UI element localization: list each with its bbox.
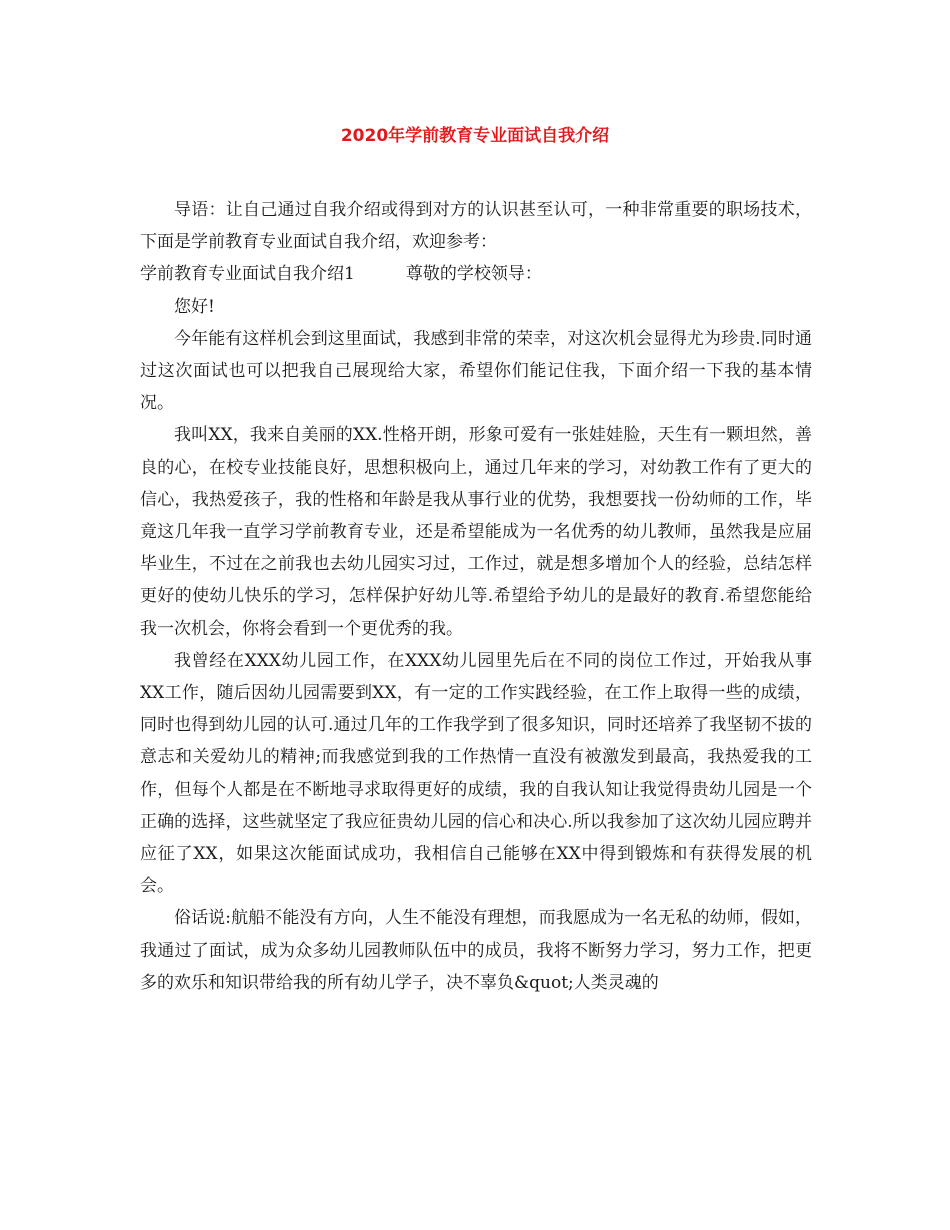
document-body xyxy=(140,194,812,999)
document-title: 2020年学前教育专业面试自我介绍 xyxy=(340,126,610,146)
paragraph-intro: 导语：让自己通过自我介绍或得到对方的认识甚至认可，一种非常重要的职场技术，下面是学前教育专业面试自我介绍，欢迎参考： xyxy=(140,200,812,253)
paragraph-work-experience: 我曾经在XXX幼儿园工作，在XXX幼儿园里先后在不同的岗位工作过，开始我从事XX工作，随后因幼儿园需要到XX，有一定的工作实践经验，在工作上取得一些的成绩，同时也得到幼儿园的认可.通过几年的工作我学到了很多知识，同时还培养了我坚韧不拔的意志和关爱幼儿的精神;而我感觉到我的工作热情一直没有被激发到最高，我热爱我的工作，但每个人都是在不断地寻求取得更好的成绩，我的自我认知让我觉得贵幼儿园是一个正确的选择，这些就坚定了我应征贵幼儿园的信心和决心.所以我参加了这次幼儿园应聘并应征了XX，如果这次能面试成功，我相信自己能够在XX中得到锻炼和有获得发展的机会。 xyxy=(140,650,812,897)
paragraph-aspiration: 俗话说:航船不能没有方向，人生不能没有理想，而我愿成为一名无私的幼师，假如，我通过了面试，成为众多幼儿园教师队伍中的成员，我将不断努力学习，努力工作，把更多的欢乐和知识带给我的所有幼儿学子，决不辜负&quot;人类灵魂的 xyxy=(140,908,812,993)
paragraph-greeting: 您好! xyxy=(174,296,215,317)
paragraph-opening: 今年能有这样机会到这里面试，我感到非常的荣幸，对这次机会显得尤为珍贵.同时通过这次面试也可以把我自己展现给大家，希望你们能记住我，下面介绍一下我的基本情况。 xyxy=(140,328,812,414)
paragraph-section-heading: 学前教育专业面试自我介绍1 尊敬的学校领导： xyxy=(140,264,542,285)
paragraph-self-description: 我叫XX，我来自美丽的XX.性格开朗，形象可爱有一张娃娃脸，天生有一颗坦然，善良的心，在校专业技能良好，思想积极向上，通过几年来的学习，对幼教工作有了更大的信心，我热爱孩子，我的性格和年龄是我从事行业的优势，我想要找一份幼师的工作，毕竟这几年我一直学习学前教育专业，还是希望能成为一名优秀的幼儿教师，虽然我是应届毕业生，不过在之前我也去幼儿园实习过，工作过，就是想多增加个人的经验，总结怎样更好的使幼儿快乐的学习，怎样保护好幼儿等.希望给予幼儿的是最好的教育.希望您能给我一次机会，你将会看到一个更优秀的我。 xyxy=(140,425,812,639)
